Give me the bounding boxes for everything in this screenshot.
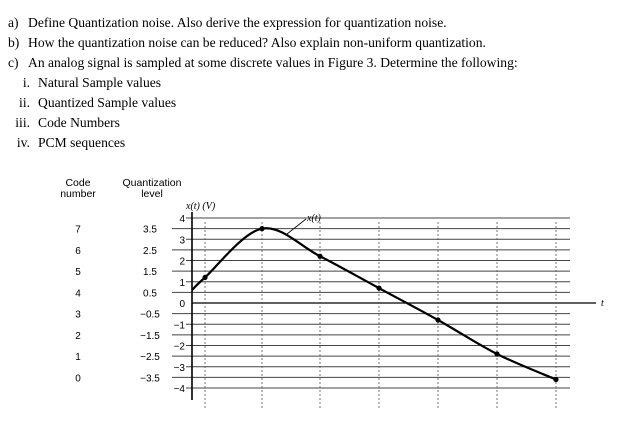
sample-point	[202, 275, 207, 280]
subitem-label: iv.	[16, 135, 30, 150]
code-number-label: 5	[75, 267, 81, 279]
y-tick-label: −1	[173, 320, 185, 332]
y-tick-label: −3	[173, 362, 185, 374]
analog-signal-curve	[192, 228, 556, 379]
quantization-level-label: −2.5	[140, 352, 160, 364]
quantization-level-label: −0.5	[140, 309, 160, 321]
subitem-label: ii.	[19, 95, 30, 110]
y-tick-label: 0	[179, 299, 185, 310]
question-label: c)	[8, 55, 19, 70]
quantization-level-label: 2.5	[143, 245, 157, 257]
code-header-line1: Code	[65, 177, 91, 189]
y-axis-label: x(t) (V)	[186, 201, 216, 212]
level-header-line1: Quantization	[122, 177, 182, 189]
subitem-text: Quantized Sample values	[38, 95, 177, 110]
quantization-level-label: 0.5	[143, 288, 157, 300]
question-label: a)	[8, 15, 19, 30]
sample-point	[317, 254, 322, 259]
subitem-label: iii.	[15, 115, 30, 130]
code-header-line2: number	[60, 188, 96, 201]
code-number-label: 1	[75, 352, 81, 364]
y-tick-label: 2	[179, 256, 185, 268]
y-tick-label: −2	[173, 341, 185, 353]
code-number-label: 7	[75, 224, 81, 236]
question-text: How the quantization noise can be reduced? Also explain non-uniform quantization.	[28, 35, 486, 50]
code-number-label: 6	[75, 245, 81, 257]
quantization-level-label: −1.5	[140, 330, 160, 342]
curve-label: x(t)	[307, 213, 321, 224]
sample-point	[376, 286, 381, 291]
subitem-text: PCM sequences	[38, 135, 126, 150]
y-tick-label: 4	[179, 214, 185, 225]
code-number-label: 2	[75, 330, 81, 342]
question-text: An analog signal is sampled at some discrete values in Figure 3. Determine the following:	[28, 55, 518, 70]
code-number-label: 3	[75, 309, 81, 321]
quantization-level-label: 3.5	[143, 224, 157, 236]
code-number-label: 0	[75, 373, 81, 385]
sample-point	[553, 377, 558, 382]
y-tick-label: −4	[173, 384, 185, 395]
y-tick-label: 1	[179, 277, 185, 289]
level-header-line2: level	[141, 188, 163, 201]
subitem-text: Code Numbers	[38, 115, 120, 130]
question-label: b)	[8, 35, 20, 50]
sample-point	[259, 226, 264, 231]
sample-point	[494, 351, 499, 356]
code-number-label: 4	[75, 288, 81, 300]
curve-label-leader	[287, 219, 306, 234]
quantization-level-label: 1.5	[143, 267, 157, 279]
subitem-text: Natural Sample values	[38, 75, 162, 90]
y-tick-label: 3	[179, 235, 185, 247]
question-text: Define Quantization noise. Also derive the expression for quantization noise.	[28, 15, 447, 30]
sample-point	[435, 317, 440, 322]
t-axis-label: t	[601, 298, 604, 309]
quantization-level-label: −3.5	[140, 373, 160, 385]
subitem-label: i.	[22, 75, 30, 90]
